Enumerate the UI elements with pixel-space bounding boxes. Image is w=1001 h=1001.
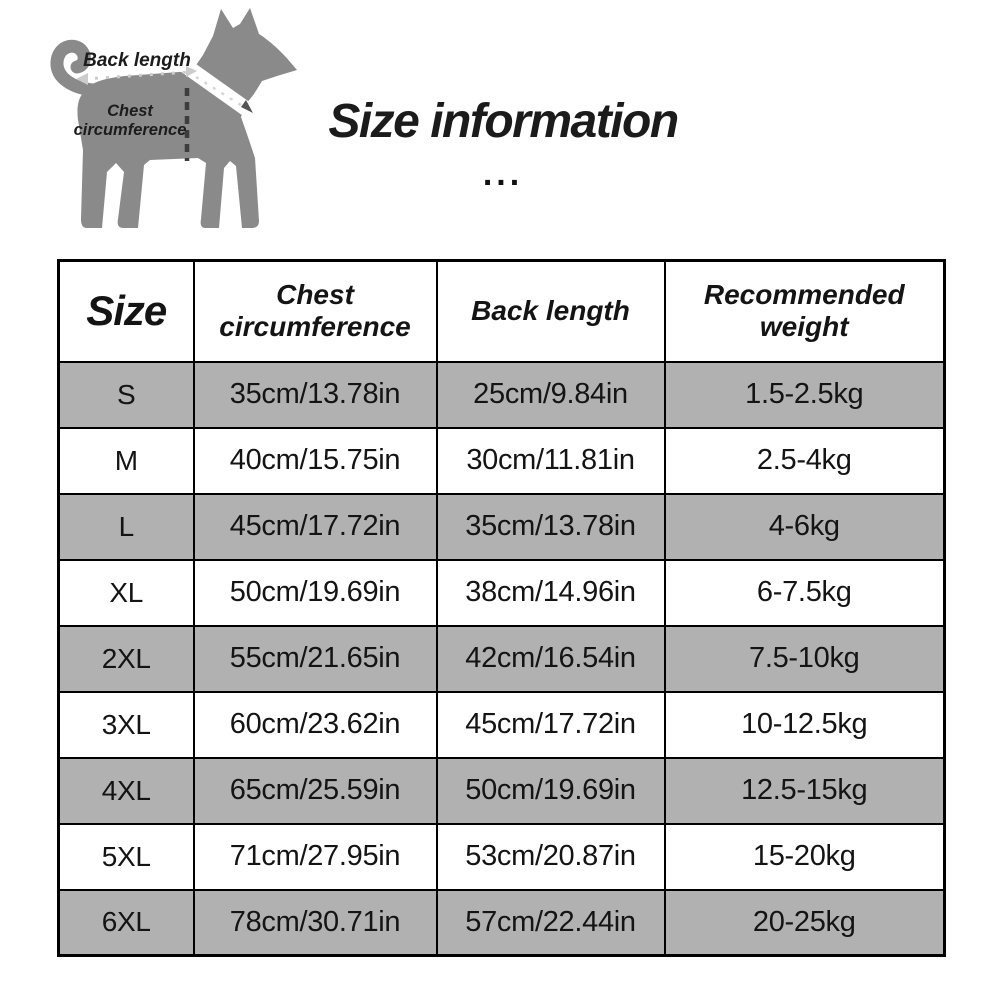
weight-cell: 12.5-15kg [665,758,945,824]
page-title: Size information [328,95,678,148]
column-header-size: Size [59,261,194,362]
chest-cell: 71cm/27.95in [194,824,437,890]
back-cell: 35cm/13.78in [437,494,665,560]
size-cell: S [59,362,194,428]
size-cell: L [59,494,194,560]
back-cell: 50cm/19.69in [437,758,665,824]
size-cell: 2XL [59,626,194,692]
weight-cell: 2.5-4kg [665,428,945,494]
back-cell: 42cm/16.54in [437,626,665,692]
weight-cell: 10-12.5kg [665,692,945,758]
size-cell: M [59,428,194,494]
back-cell: 53cm/20.87in [437,824,665,890]
chest-cell: 65cm/25.59in [194,758,437,824]
chest-circumference-label-line2: circumference [73,121,187,139]
chest-cell: 35cm/13.78in [194,362,437,428]
back-cell: 30cm/11.81in [437,428,665,494]
chest-cell: 60cm/23.62in [194,692,437,758]
chest-cell: 55cm/21.65in [194,626,437,692]
chest-cell: 40cm/15.75in [194,428,437,494]
weight-cell: 15-20kg [665,824,945,890]
column-header-chest-circumference [194,261,437,362]
title-dots: ... [482,155,524,194]
size-table [57,259,946,957]
table-row [59,824,945,890]
size-cell: 3XL [59,692,194,758]
size-cell: 4XL [59,758,194,824]
weight-cell: 1.5-2.5kg [665,362,945,428]
weight-cell: 7.5-10kg [665,626,945,692]
weight-cell: 4-6kg [665,494,945,560]
table-row [59,626,945,692]
size-cell: XL [59,560,194,626]
column-header-recommended-weight [665,261,945,362]
table-row [59,560,945,626]
table-row [59,362,945,428]
table-row [59,758,945,824]
column-header-recommended-weight-label: Recommended weight [703,279,905,343]
size-cell: 5XL [59,824,194,890]
chest-cell: 78cm/30.71in [194,890,437,956]
back-cell: 57cm/22.44in [437,890,665,956]
title-block [328,94,678,194]
back-cell: 25cm/9.84in [437,362,665,428]
table-row [59,494,945,560]
weight-cell: 6-7.5kg [665,560,945,626]
dog-measurement-diagram [0,0,340,245]
weight-cell: 20-25kg [665,890,945,956]
table-row [59,428,945,494]
table-row [59,890,945,956]
column-header-back-length: Back length [437,261,665,362]
chest-cell: 45cm/17.72in [194,494,437,560]
table-header-row [59,261,945,362]
chest-circumference-label-line1: Chest [107,102,153,120]
back-length-label: Back length [83,50,191,71]
table-row [59,692,945,758]
size-cell: 6XL [59,890,194,956]
column-header-chest-circumference-label: Chest circumference [219,279,411,343]
chest-cell: 50cm/19.69in [194,560,437,626]
back-cell: 38cm/14.96in [437,560,665,626]
back-cell: 45cm/17.72in [437,692,665,758]
